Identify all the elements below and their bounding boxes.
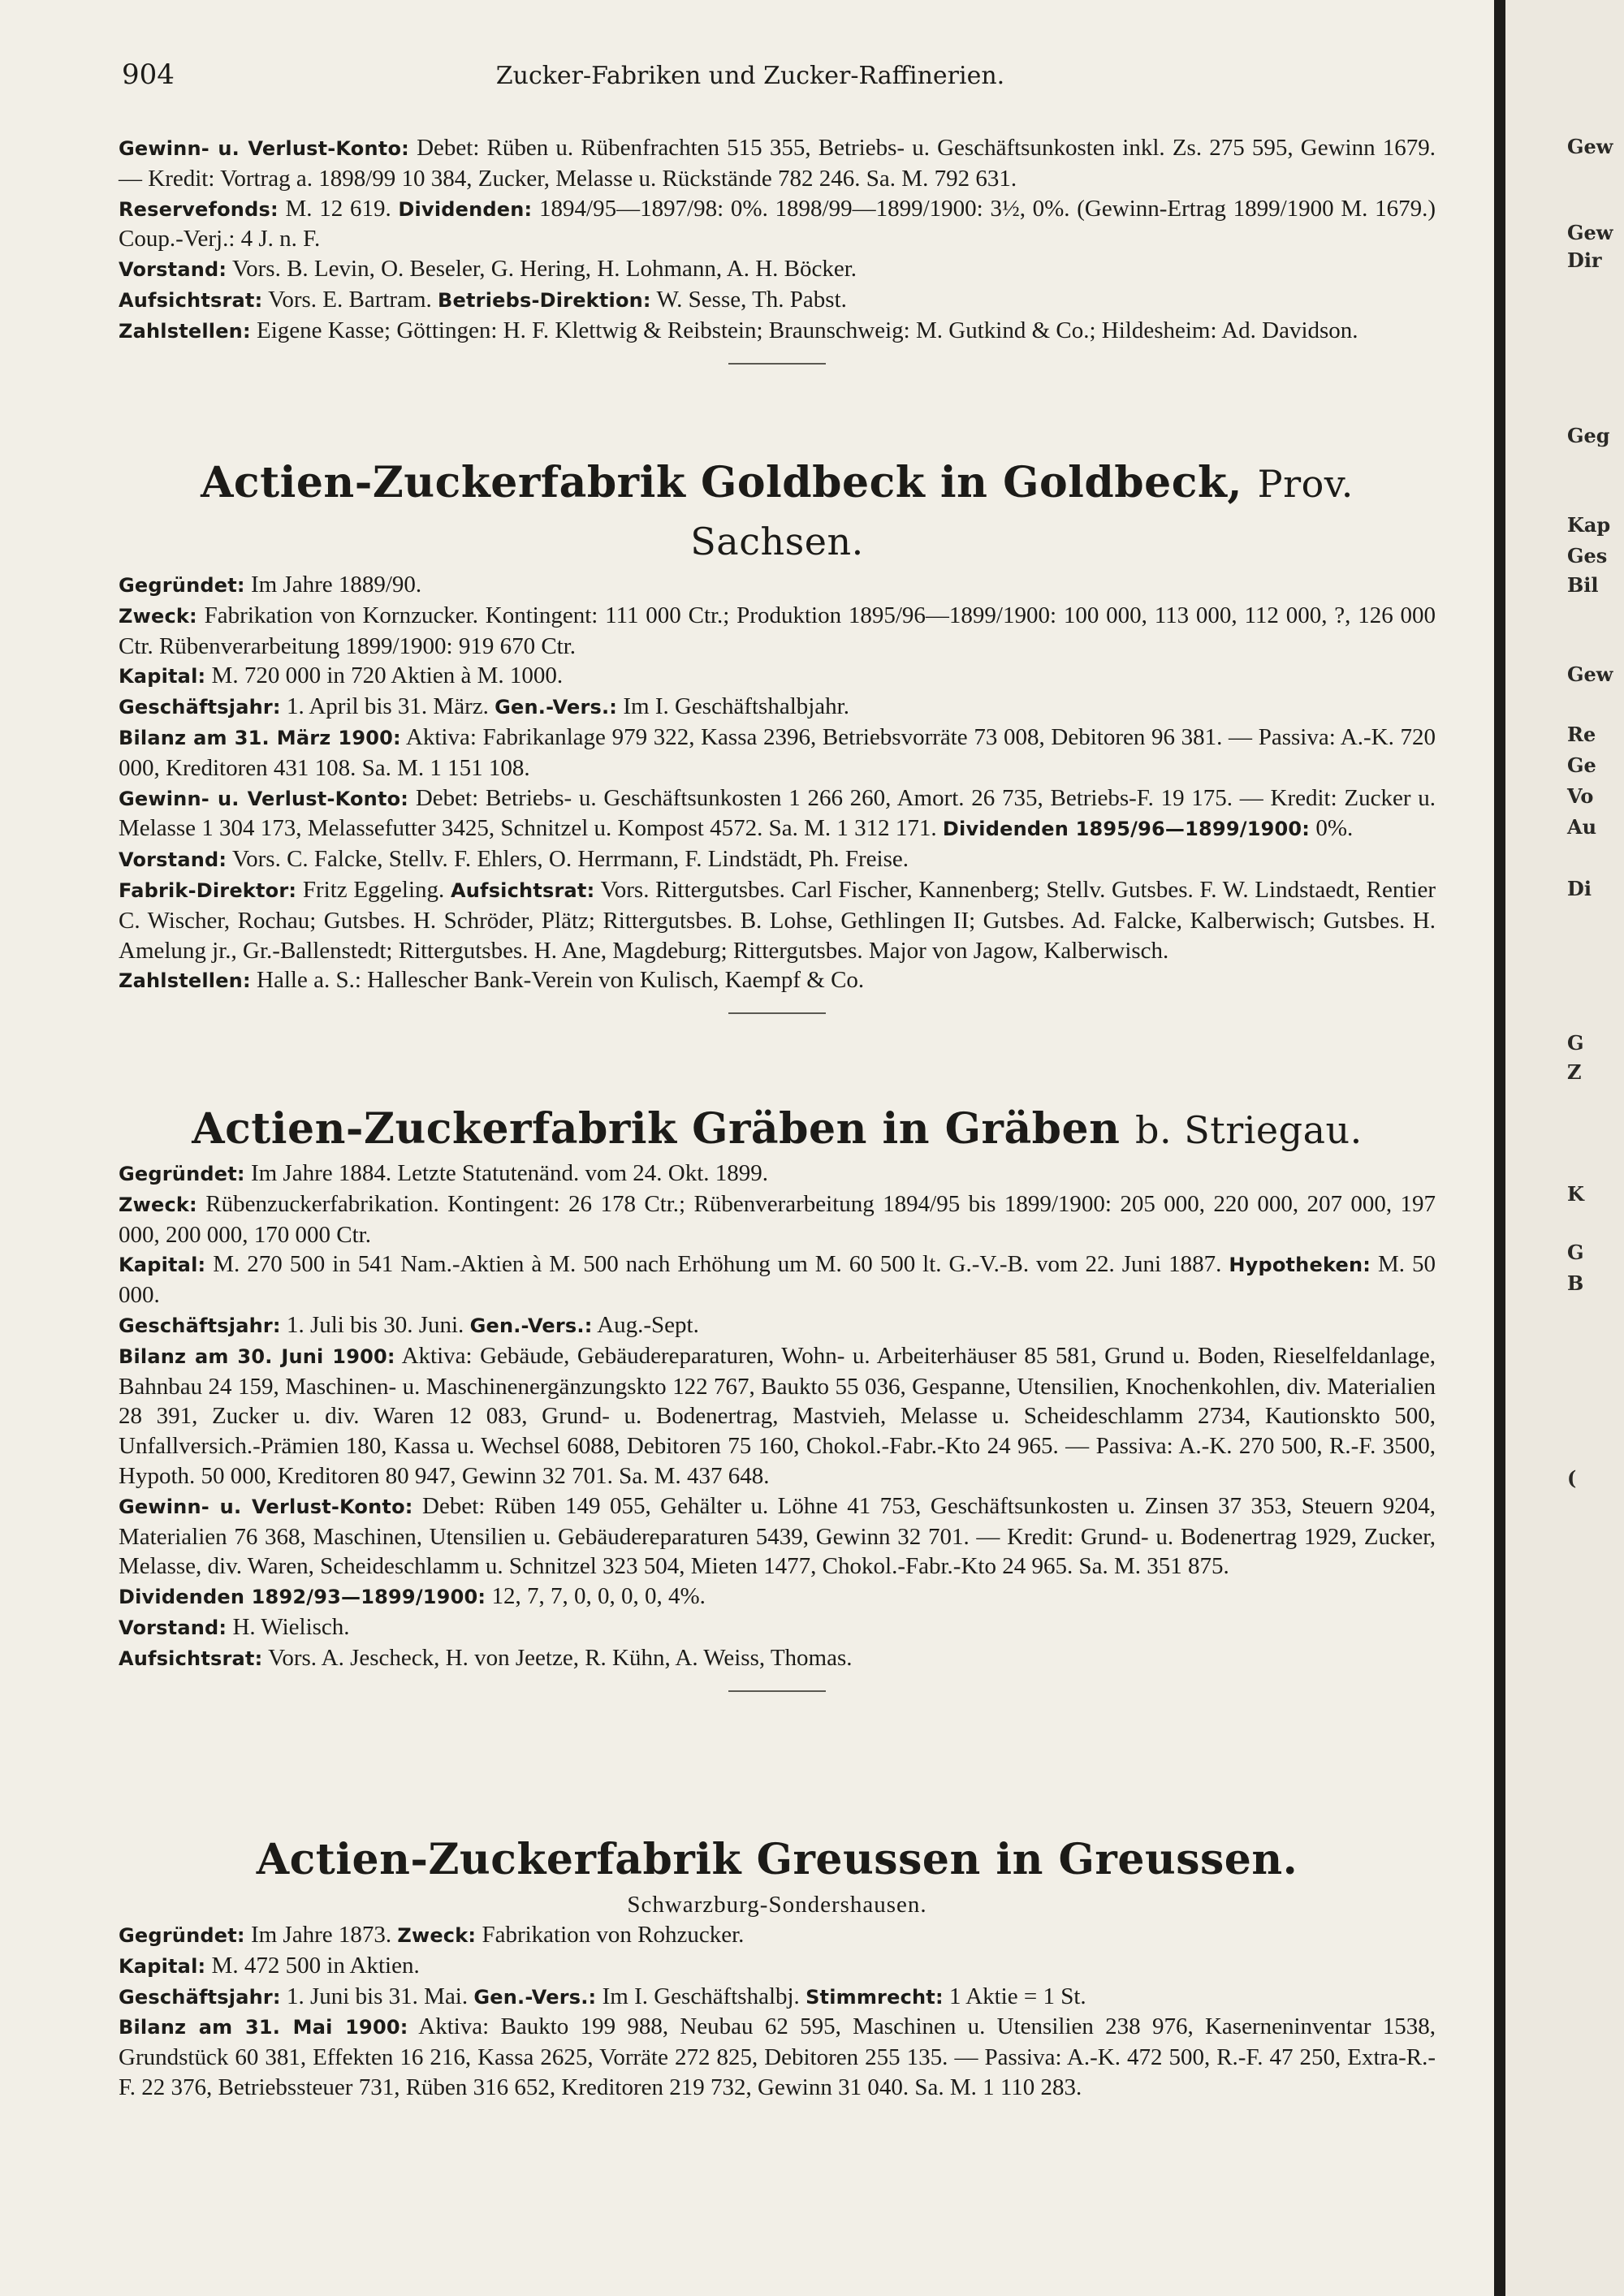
company-title: Actien-Zuckerfabrik Gräben in Gräben b. Striegau. [192,1104,1363,1154]
company-title: Actien-Zuckerfabrik Greussen in Greussen. [256,1835,1298,1884]
entry-line: Bilanz am 31. März 1900: Aktiva: Fabrikanlage 979 322, Kassa 2396, Betriebsvorräte 73 008, Debitoren 96 381. — Passiva: A.-K. 720 000, Kreditoren 431 108. Sa. M. 1 151 108. [119,723,1436,781]
adjacent-text-fragment: Di [1567,877,1592,900]
company-entry [119,455,1436,1014]
entry-line: Bilanz am 30. Juni 1900: Aktiva: Gebäude, Gebäudereparaturen, Wohn- u. Arbeiterhäuser 85 581, Grund u. Boden, Rieselfeldanlage, Bahnbau 24 159, Maschinen- u. Maschinenergänzungskto 122 767, Baukto 55 036, Gespanne, Utensilien, Knochenkohlen, div. Materialien 28 391, Zucker u. div. Waren 12 083, Grund- u. Bodenertrag, Mastvieh, Melasse u. Scheideschlamm 2734, Kautionskto 500, Unfallversich.-Prämien 180, Kassa u. Wechsel 6088, Debitoren 75 160, Chokol.-Fabr.-Kto 24 965. — Passiva: A.-K. 270 500, R.-F. 3500, Hypoth. 50 000, Kreditoren 80 947, Gewinn 32 701. Sa. M. 437 648. [119,1342,1436,1489]
company-entry [119,1101,1436,1692]
entry-line: Geschäftsjahr: 1. April bis 31. März. Gen.-Vers.: Im I. Geschäftshalbjahr. [119,693,849,720]
entry-line: Fabrik-Direktor: Fritz Eggeling. Aufsichtsrat: Vors. Rittergutsbes. Carl Fischer, Kannenberg; Stellv. Gutsbes. F. W. Lindstaedt, Rentier C. Wischer, Rochau; Gutsbes. H. Schröder, Plätz; Rittergutsbes. B. Lohse, Gethlingen II; Gutsbes. Ad. Falcke, Kalberwisch; Gutsbes. H. Amelung jr., Gr.-Ballenstedt; Rittergutsbes. H. Ane, Magdeburg; Rittergutsbes. Major von Jagow, Kalberwisch. [119,876,1436,964]
entry-line: Gewinn- u. Verlust-Konto: Debet: Rüben u. Rübenfrachten 515 355, Betriebs- u. Geschäftsunkosten inkl. Zs. 275 595, Gewinn 1679. — Kredit: Vortrag a. 1898/99 10 384, Zucker, Melasse u. Rückstände 782 246. Sa. M. 792 631. [119,135,1436,192]
entry-line: Gegründet: Im Jahre 1889/90. [119,572,422,598]
entry-line: Zahlstellen: Halle a. S.: Hallescher Bank-Verein von Kulisch, Kaempf & Co. [119,967,865,994]
entry-line: Aufsichtsrat: Vors. A. Jescheck, H. von Jeetze, R. Kühn, A. Weiss, Thomas. [119,1644,853,1671]
entry-line: Kapital: M. 270 500 in 541 Nam.-Aktien à M. 500 nach Erhöhung um M. 60 500 lt. G.-V.-B. vom 22. Juni 1887. Hypotheken: M. 50 000. [119,1251,1436,1309]
entry-line: Kapital: M. 720 000 in 720 Aktien à M. 1000. [119,662,564,689]
adjacent-text-fragment: Dir [1567,248,1602,272]
company-subtitle: Schwarzburg-Sondershausen. [627,1892,927,1918]
entry-line: Geschäftsjahr: 1. Juli bis 30. Juni. Gen.-Vers.: Aug.-Sept. [119,1311,699,1338]
entry-line: Kapital: M. 472 500 in Aktien. [119,1952,420,1979]
adjacent-text-fragment: Ges [1567,544,1608,568]
adjacent-text-fragment: ( [1567,1466,1577,1490]
entry-line: Vorstand: Vors. B. Levin, O. Beseler, G. Hering, H. Lohmann, A. H. Böcker. [119,256,857,283]
adjacent-page-edge [1505,0,1624,2296]
running-title: Zucker-Fabriken und Zucker-Raffinerien. [495,62,1005,90]
adjacent-text-fragment: Kap [1567,513,1611,537]
entry-line: Gegründet: Im Jahre 1884. Letzte Statutenänd. vom 24. Okt. 1899. [119,1160,769,1186]
entry-line: Zweck: Rübenzuckerfabrikation. Kontingent: 26 178 Ctr.; Rübenverarbeitung 1894/95 bis 1899/1900: 205 000, 220 000, 207 000, 197 000, 200 000, 170 000 Ctr. [119,1190,1436,1248]
company-title: Actien-Zuckerfabrik Goldbeck in Goldbeck, Prov. Sachsen. [201,458,1354,563]
entry-line: Gewinn- u. Verlust-Konto: Debet: Rüben 149 055, Gehälter u. Löhne 41 753, Geschäftsunkosten u. Zinsen 37 353, Steuern 9204, Materialien 76 368, Maschinen, Utensilien u. Gebäudereparaturen 5439, Gewinn 32 701. — Kredit: Grund- u. Bodenertrag 1929, Zucker, Melasse, div. Waren, Scheideschlamm u. Schnitzel 323 504, Mieten 1477, Chokol.-Fabr.-Kto 24 965. Sa. M. 351 875. [119,1492,1436,1580]
adjacent-text-fragment: Gew [1567,662,1613,686]
entry-line: Dividenden 1892/93—1899/1900: 12, 7, 7, 0, 0, 0, 0, 4%. [119,1583,706,1610]
section-divider [728,1690,826,1692]
entry-line: Gegründet: Im Jahre 1873. Zweck: Fabrikation von Rohzucker. [119,1922,745,1948]
page-number: 904 [122,58,175,91]
adjacent-text-fragment: Bil [1567,573,1599,597]
entry-line: Vorstand: H. Wielisch. [119,1613,350,1640]
company-entry [119,1832,1436,2103]
previous-entry-continuation [119,133,1436,365]
page-header [122,58,1379,96]
adjacent-text-fragment: Ge [1567,753,1596,777]
adjacent-text-fragment: K [1567,1182,1584,1206]
entry-line: Zahlstellen: Eigene Kasse; Göttingen: H. F. Klettwig & Reibstein; Braunschweig: M. Gutkind & Co.; Hildesheim: Ad. Davidson. [119,317,1358,343]
entry-line: Aufsichtsrat: Vors. E. Bartram. Betriebs-Direktion: W. Sesse, Th. Pabst. [119,286,847,313]
entry-line: Bilanz am 31. Mai 1900: Aktiva: Baukto 199 988, Neubau 62 595, Maschinen u. Utensilien 238 976, Kaserneninventar 1538, Grundstück 60 381, Effekten 16 216, Kassa 2625, Vorräte 272 825, Debitoren 255 135. — Passiva: A.-K. 472 500, R.-F. 47 250, Extra-R.-F. 22 376, Betriebssteuer 731, Rüben 316 652, Kreditoren 219 732, Gewinn 31 040. Sa. M. 1 110 283. [119,2013,1436,2100]
adjacent-text-fragment: Re [1567,723,1596,746]
entry-line: Reservefonds: M. 12 619. Dividenden: 1894/95—1897/98: 0%. 1898/99—1899/1900: 3½, 0%. (Gewinn-Ertrag 1899/1900 M. 1679.) Coup.-Verj.: 4 J. n. F. [119,195,1436,252]
adjacent-text-fragment: Gew [1567,221,1613,244]
section-divider [728,363,826,365]
section-divider [728,1012,826,1014]
adjacent-text-fragment: G [1567,1241,1584,1264]
entry-line: Zweck: Fabrikation von Kornzucker. Kontingent: 111 000 Ctr.; Produktion 1895/96—1899/1900: 100 000, 113 000, 112 000, ?, 126 000 Ctr. Rübenverarbeitung 1899/1900: 919 670 Ctr. [119,602,1436,659]
adjacent-text-fragment: Au [1567,815,1597,839]
entry-line: Geschäftsjahr: 1. Juni bis 31. Mai. Gen.-Vers.: Im I. Geschäftshalbj. Stimmrecht: 1 Aktie = 1 St. [119,1983,1086,2009]
adjacent-text-fragment: Geg [1567,424,1610,447]
adjacent-text-fragment: Gew [1567,135,1613,158]
adjacent-text-fragment: Vo [1567,784,1594,808]
adjacent-text-fragment: G [1567,1031,1584,1055]
page-gutter [1494,0,1505,2296]
adjacent-text-fragment: B [1567,1271,1584,1295]
entry-line: Vorstand: Vors. C. Falcke, Stellv. F. Ehlers, O. Herrmann, F. Lindstädt, Ph. Freise. [119,846,909,873]
entry-line: Gewinn- u. Verlust-Konto: Debet: Betriebs- u. Geschäftsunkosten 1 266 260, Amort. 26 735, Betriebs-F. 19 175. — Kredit: Zucker u. Melasse 1 304 173, Melassefutter 3425, Schnitzel u. Kompost 4572. Sa. M. 1 312 171. Dividenden 1895/96—1899/1900: 0%. [119,784,1436,842]
adjacent-text-fragment: Z [1567,1060,1582,1084]
